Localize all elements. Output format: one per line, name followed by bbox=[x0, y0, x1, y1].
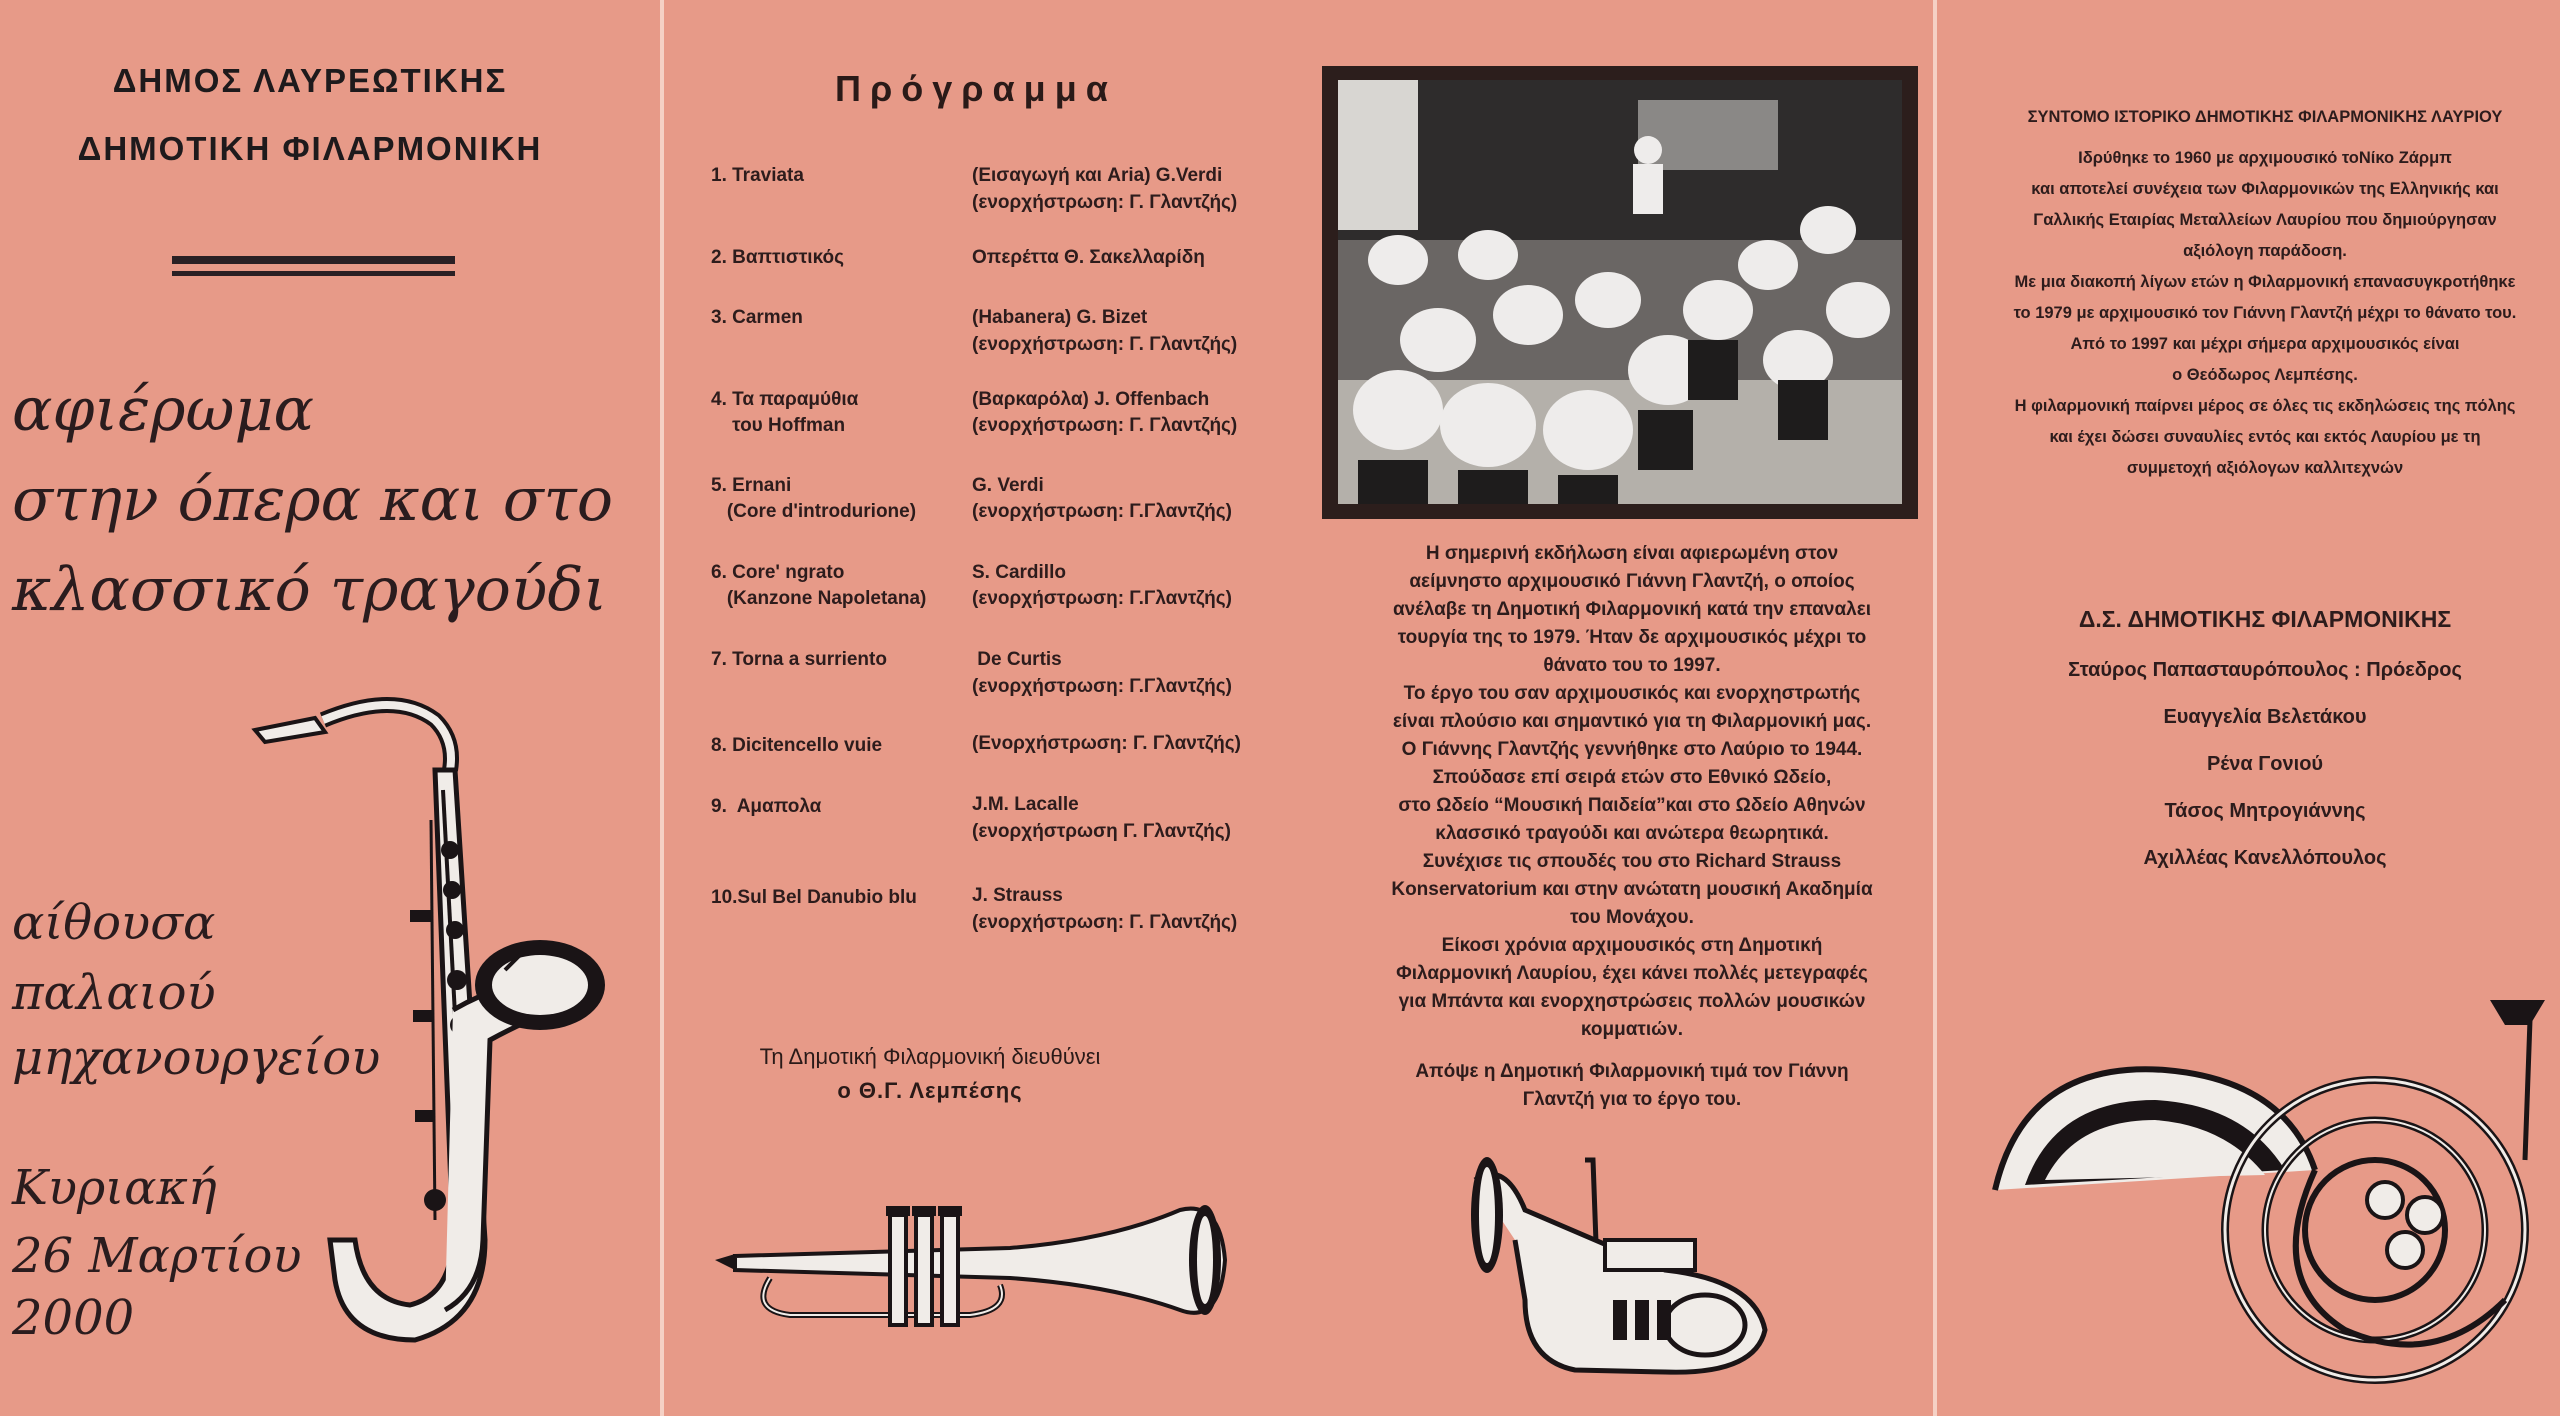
saxophone-illustration bbox=[245, 680, 625, 1380]
divider-rule bbox=[172, 256, 455, 264]
history-title: ΣΥΝΤΟΜΟ ΙΣΤΟΡΙΚΟ ΔΗΜΟΤΙΚΗΣ ΦΙΛΑΡΜΟΝΙΚΗΣ ΛΑΥΡΙΟΥ bbox=[2027, 108, 2503, 126]
program-item-title: 7. Torna a surriento bbox=[711, 649, 887, 670]
band-photo bbox=[1338, 80, 1902, 504]
text-line: Από το 1997 και μέχρι σήμερα αρχιμουσικός είναι bbox=[2070, 335, 2460, 353]
program-item-subtitle: (Core d'introdurione) bbox=[711, 501, 917, 522]
tribute-line-2: στην όπερα και στο bbox=[12, 465, 613, 535]
conductor-line: Τη Δημοτική Φιλαρμονική διευθύνει bbox=[759, 1044, 1101, 1069]
text-line: ανέλαβε τη Δημοτική Φιλαρμονική κατά την επαναλει bbox=[1392, 599, 1872, 620]
text-line: Konservatorium και στην ανώτατη μουσική Ακαδημία bbox=[1391, 879, 1873, 900]
text-line: και αποτελεί συνέχεια των Φιλαρμονικών της Ελληνικής και bbox=[2031, 180, 2499, 198]
text-line: Το έργο του σαν αρχιμουσικός και ενορχηστρωτής bbox=[1403, 683, 1861, 704]
program-item-composer: De Curtis bbox=[972, 649, 1062, 670]
text-line: Ιδρύθηκε το 1960 με αρχιμουσικό τοΝίκο Ζάρμπ bbox=[2078, 149, 2452, 167]
board-member: Ρένα Γονιού bbox=[2206, 753, 2324, 775]
program-item-title: 8. Dicitencello vuie bbox=[711, 735, 883, 756]
program-item-title: 4. Τα παραμύθια bbox=[711, 389, 859, 410]
program-item-composer: (Εισαγωγή και Aria) G.Verdi bbox=[972, 165, 1223, 186]
tribute-line-1: αφιέρωμα bbox=[12, 375, 314, 445]
fold-line bbox=[1933, 0, 1937, 1416]
text-line: Η σημερινή εκδήλωση είναι αφιερωμένη στον bbox=[1425, 543, 1839, 564]
text-line: Γλαντζή για το έργο του. bbox=[1522, 1089, 1742, 1110]
tribute-line-3: κλασσικό τραγούδι bbox=[12, 555, 607, 625]
tribute-text bbox=[1342, 540, 1922, 1114]
program-item-composer: (Ενορχήστρωση: Γ. Γλαντζής) bbox=[972, 733, 1241, 754]
event-day: Κυριακή bbox=[12, 1160, 217, 1216]
text-line: στο Ωδείο “Μουσική Παιδεία”και στο Ωδείο Αθηνών bbox=[1398, 795, 1866, 816]
text-line: για Μπάντα και ενορχηστρώσεις πολλών μουσικών bbox=[1398, 991, 1866, 1012]
text-line: αείμνηστο αρχιμουσικό Γιάννη Γλαντζή, ο οποίος bbox=[1409, 571, 1855, 592]
text-line: είναι πλούσιο και σημαντικό για τη Φιλαρμονική μας. bbox=[1392, 711, 1872, 732]
program-item-composer: J. Strauss bbox=[972, 885, 1063, 906]
program-item-composer: J.M. Lacalle bbox=[972, 794, 1079, 815]
board-title: Δ.Σ. ΔΗΜΟΤΙΚΗΣ ΦΙΛΑΡΜΟΝΙΚΗΣ bbox=[2078, 606, 2452, 632]
board-member: Σταύρος Παπασταυρόπουλος : Πρόεδρος bbox=[2068, 659, 2462, 681]
program-item-title: 3. Carmen bbox=[711, 307, 803, 328]
trumpet-illustration bbox=[710, 1190, 1230, 1340]
text-line: Γαλλικής Εταιρίας Μεταλλείων Λαυρίου που δημιούργησαν bbox=[2033, 211, 2497, 229]
program-item-title: 5. Ernani bbox=[711, 475, 792, 496]
board-member: Αχιλλέας Κανελλόπουλος bbox=[2143, 847, 2387, 869]
program-item-arrangement: (ενορχήστρωση: Γ.Γλαντζής) bbox=[972, 501, 1232, 522]
text-line: ο Θεόδωρος Λεμπέσης. bbox=[2172, 366, 2358, 384]
program-item-arrangement: (ενορχήστρωση: Γ. Γλαντζής) bbox=[972, 334, 1238, 355]
program-item-title: 6. Core' ngrato bbox=[711, 562, 845, 583]
text-line: Φιλαρμονική Λαυρίου, έχει κάνει πολλές μετεγραφές bbox=[1396, 963, 1868, 984]
program-item-subtitle: του Hoffman bbox=[711, 415, 846, 436]
program-item-arrangement: (ενορχήστρωση: Γ.Γλαντζής) bbox=[972, 588, 1232, 609]
program-item-arrangement: (ενορχήστρωση: Γ. Γλαντζής) bbox=[972, 912, 1238, 933]
municipality-title: ΔΗΜΟΣ ΛΑΥΡΕΩΤΙΚΗΣ bbox=[112, 62, 508, 99]
text-line: Ο Γιάννης Γλαντζής γεννήθηκε στο Λαύριο το 1944. bbox=[1401, 739, 1863, 760]
text-line: κλασσικό τραγούδι και ανώτερα θεωρητικά. bbox=[1435, 823, 1829, 844]
venue-line-1: αίθουσα bbox=[12, 895, 216, 951]
program-item-subtitle: (Kanzone Napoletana) bbox=[711, 588, 927, 609]
french-horn-illustration bbox=[1985, 1000, 2545, 1400]
band-title: ΔΗΜΟΤΙΚΗ ΦΙΛΑΡΜΟΝΙΚΗ bbox=[77, 130, 543, 167]
program-item-title: 10.Sul Bel Danubio blu bbox=[711, 887, 917, 908]
program-item-composer: (Habanera) G. Bizet bbox=[972, 307, 1148, 328]
event-date: 26 Μαρτίου bbox=[12, 1228, 302, 1284]
program-item-arrangement: (ενορχήστρωση: Γ. Γλαντζής) bbox=[972, 192, 1238, 213]
program-item-arrangement: (ενορχήστρωση Γ. Γλαντζής) bbox=[972, 821, 1231, 842]
program-item-title: 1. Traviata bbox=[711, 165, 804, 186]
program-item-title: 2. Βαπτιστικός bbox=[711, 247, 845, 268]
text-line: Με μια διακοπή λίγων ετών η Φιλαρμονική επανασυγκροτήθηκε bbox=[2014, 273, 2516, 291]
program-title: Πρόγραμμα bbox=[835, 68, 1117, 109]
program-item-arrangement: (ενορχήστρωση: Γ. Γλαντζής) bbox=[972, 415, 1238, 436]
board-member: Ευαγγελία Βελετάκου bbox=[2163, 706, 2367, 728]
text-line: Σπούδασε επί σειρά ετών στο Εθνικό Ωδείο, bbox=[1432, 767, 1832, 788]
euphonium-illustration bbox=[1465, 1150, 1785, 1380]
text-line: Είκοσι χρόνια αρχιμουσικός στη Δημοτική bbox=[1441, 935, 1823, 956]
text-line: τουργία της το 1979. Ήταν δε αρχιμουσικός μέχρι το bbox=[1397, 627, 1867, 648]
history-text bbox=[1975, 102, 2555, 484]
text-line: Συνέχισε τις σπουδές του στο Richard Strauss bbox=[1422, 851, 1842, 872]
text-line: θάνατο του το 1997. bbox=[1543, 655, 1721, 676]
program-item-arrangement: (ενορχήστρωση: Γ.Γλαντζής) bbox=[972, 676, 1232, 697]
text-line: κομματιών. bbox=[1580, 1019, 1684, 1040]
board-member: Τάσος Μητρογιάννης bbox=[2164, 800, 2366, 822]
text-line: το 1979 με αρχιμουσικό τον Γιάννη Γλαντζή μέχρι το θάνατο του. bbox=[2013, 304, 2517, 322]
program-item-title: 9. Αμαπολα bbox=[711, 796, 822, 817]
divider-rule bbox=[172, 271, 455, 276]
venue-line-3: μηχανουργείου bbox=[12, 1030, 381, 1086]
text-line: και έχει δώσει συναυλίες εντός και εκτός Λαυρίου με τη bbox=[2049, 428, 2481, 446]
program-item-composer: G. Verdi bbox=[972, 475, 1044, 496]
fold-line bbox=[660, 0, 664, 1416]
text-line: του Μονάχου. bbox=[1570, 907, 1694, 928]
text-line: Η φιλαρμονική παίρνει μέρος σε όλες τις εκδηλώσεις της πόλης bbox=[2014, 397, 2516, 415]
program-item-composer: S. Cardillo bbox=[972, 562, 1066, 583]
text-line: συμμετοχή αξιόλογων καλλιτεχνών bbox=[2126, 459, 2404, 477]
program-item-composer: (Βαρκαρόλα) J. Offenbach bbox=[972, 389, 1210, 410]
text-line: αξιόλογη παράδοση. bbox=[2183, 242, 2347, 260]
conductor-name: ο Θ.Γ. Λεμπέσης bbox=[837, 1078, 1023, 1103]
text-line bbox=[1342, 1044, 1922, 1058]
text-line: Απόψε η Δημοτική Φιλαρμονική τιμά τον Γιάννη bbox=[1415, 1061, 1849, 1082]
board-section bbox=[1975, 606, 2555, 882]
event-year: 2000 bbox=[12, 1290, 135, 1346]
venue-line-2: παλαιού bbox=[12, 965, 216, 1021]
program-item-composer: Οπερέττα Θ. Σακελλαρίδη bbox=[972, 247, 1205, 268]
